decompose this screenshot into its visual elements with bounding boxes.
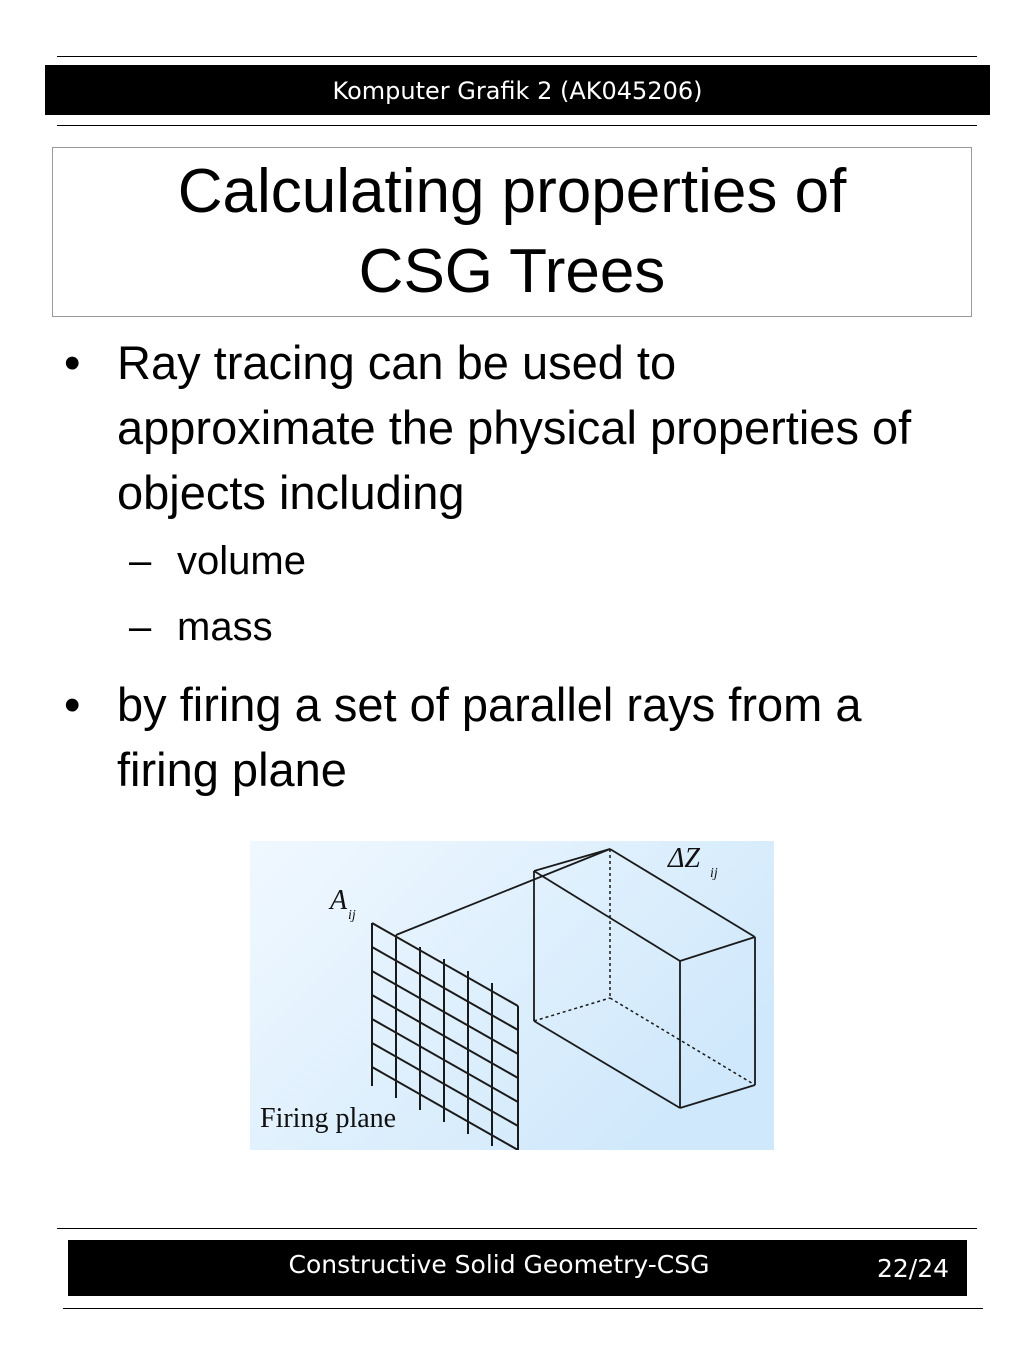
area-label-main: A (330, 885, 348, 916)
bullet-glyph: • (64, 678, 81, 731)
sub-bullet-item (64, 594, 944, 660)
footer-bar (68, 1240, 967, 1296)
sub-bullet-item (64, 528, 944, 594)
depth-label-subscript: ij (710, 866, 718, 881)
figure-caption: Firing plane (260, 1103, 397, 1134)
title-box (52, 147, 972, 317)
slide-title: Calculating properties of CSG Trees (177, 157, 847, 306)
footer-top-rule (57, 1228, 977, 1229)
bullet-text: by firing a set of parallel rays from a firing plane (117, 678, 862, 796)
header-bottom-rule (57, 125, 977, 126)
footer-bottom-rule (63, 1308, 983, 1309)
header-top-rule (57, 56, 977, 57)
page-number: 22/24 (876, 1254, 949, 1283)
area-label-subscript: ij (348, 908, 356, 923)
firing-plane-figure (250, 841, 774, 1150)
depth-label-main: ΔZ (668, 843, 701, 874)
bullet-item (64, 672, 944, 802)
sub-bullet-text: volume (177, 539, 306, 583)
bullet-glyph: • (64, 336, 81, 389)
sub-bullet-text: mass (177, 605, 273, 649)
firing-plane-diagram (250, 841, 774, 1150)
bullet-list (64, 330, 944, 802)
bullet-item (64, 330, 944, 525)
header-bar (45, 65, 990, 115)
sub-bullet-glyph: – (129, 539, 152, 583)
sub-bullet-glyph: – (129, 605, 152, 649)
course-title: Komputer Grafik 2 (AK045206) (332, 77, 703, 105)
bullet-text: Ray tracing can be used to approximate the physical properties of objects including (117, 336, 912, 519)
footer-title: Constructive Solid Geometry-CSG (288, 1250, 710, 1279)
